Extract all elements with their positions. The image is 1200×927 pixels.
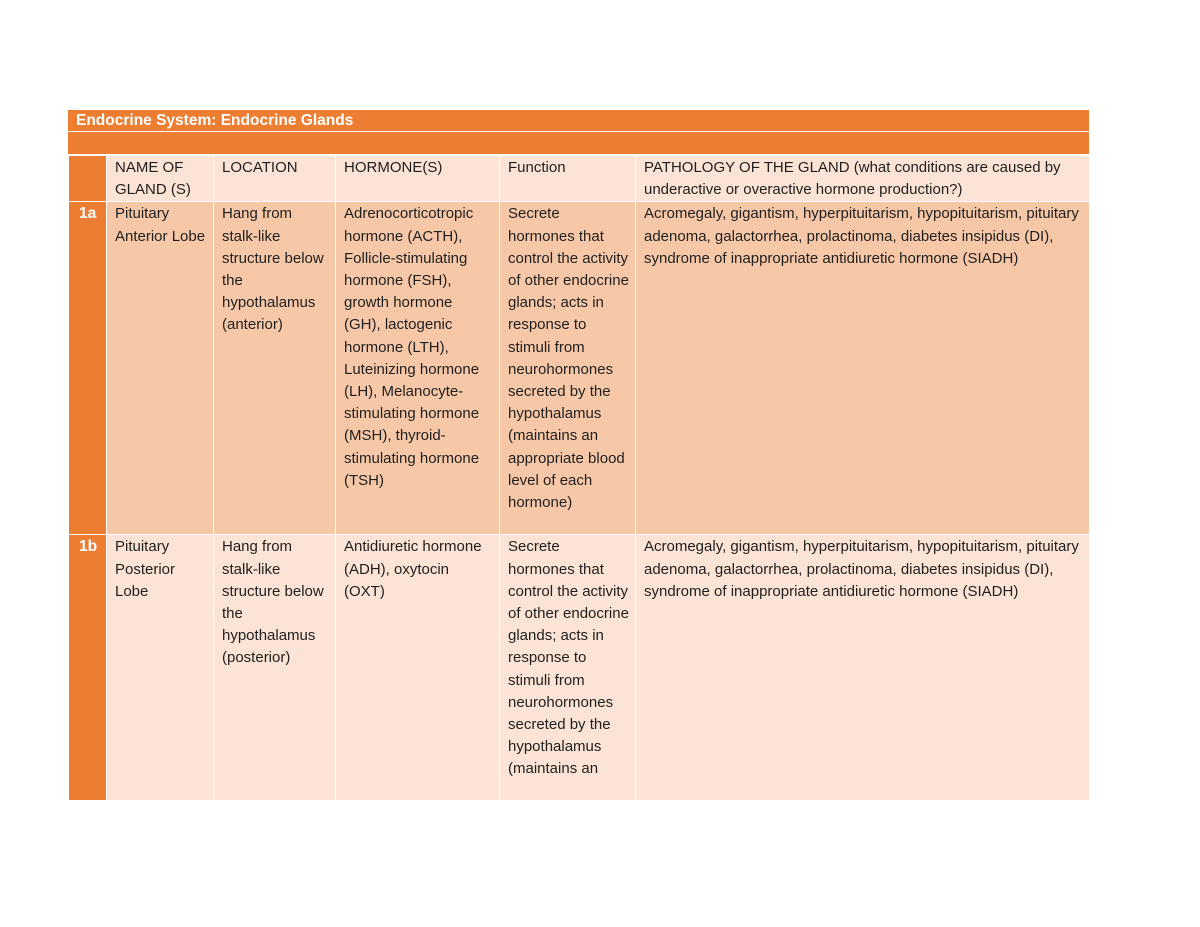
gland-function: Secrete hormones that control the activity of other endocrine glands; acts in response to stimuli from neurohormones secreted by the hypothalamus (maintains an	[500, 535, 636, 801]
header-pathology: PATHOLOGY OF THE GLAND (what conditions are caused by underactive or overactive hormone production?)	[636, 156, 1090, 202]
header-hormones: HORMONE(S)	[336, 156, 500, 202]
table-row	[69, 535, 1090, 801]
glands-document	[68, 110, 1089, 801]
gland-location: Hang from stalk-like structure below the hypothalamus (posterior)	[214, 535, 336, 801]
gland-name: Pituitary Anterior Lobe	[107, 202, 214, 535]
title-spacer-row	[68, 132, 1089, 155]
gland-location: Hang from stalk-like structure below the hypothalamus (anterior)	[214, 202, 336, 535]
table-title: Endocrine System: Endocrine Glands	[68, 110, 1089, 132]
glands-table	[68, 155, 1090, 801]
gland-name: Pituitary Posterior Lobe	[107, 535, 214, 801]
header-function: Function	[500, 156, 636, 202]
gland-hormones: Antidiuretic hormone (ADH), oxytocin (OXT)	[336, 535, 500, 801]
gland-pathology: Acromegaly, gigantism, hyperpituitarism, hypopituitarism, pituitary adenoma, galactorrhea, prolactinoma, diabetes insipidus (DI), syndrome of inappropriate antidiuretic hormone (SIADH)	[636, 535, 1090, 801]
header-location: LOCATION	[214, 156, 336, 202]
row-number: 1a	[69, 202, 107, 535]
header-row	[69, 156, 1090, 202]
table-row	[69, 202, 1090, 535]
header-num-cell	[69, 156, 107, 202]
gland-pathology: Acromegaly, gigantism, hyperpituitarism, hypopituitarism, pituitary adenoma, galactorrhea, prolactinoma, diabetes insipidus (DI), syndrome of inappropriate antidiuretic hormone (SIADH)	[636, 202, 1090, 535]
gland-function: Secrete hormones that control the activity of other endocrine glands; acts in response to stimuli from neurohormones secreted by the hypothalamus (maintains an appropriate blood level of each hormone)	[500, 202, 636, 535]
header-name: NAME OF GLAND (S)	[107, 156, 214, 202]
row-number: 1b	[69, 535, 107, 801]
gland-hormones: Adrenocorticotropic hormone (ACTH), Follicle-stimulating hormone (FSH), growth hormone (GH), lactogenic hormone (LTH), Luteinizing hormone (LH), Melanocyte-stimulating hormone (MSH), thyroid-stimulating hormone (TSH)	[336, 202, 500, 535]
